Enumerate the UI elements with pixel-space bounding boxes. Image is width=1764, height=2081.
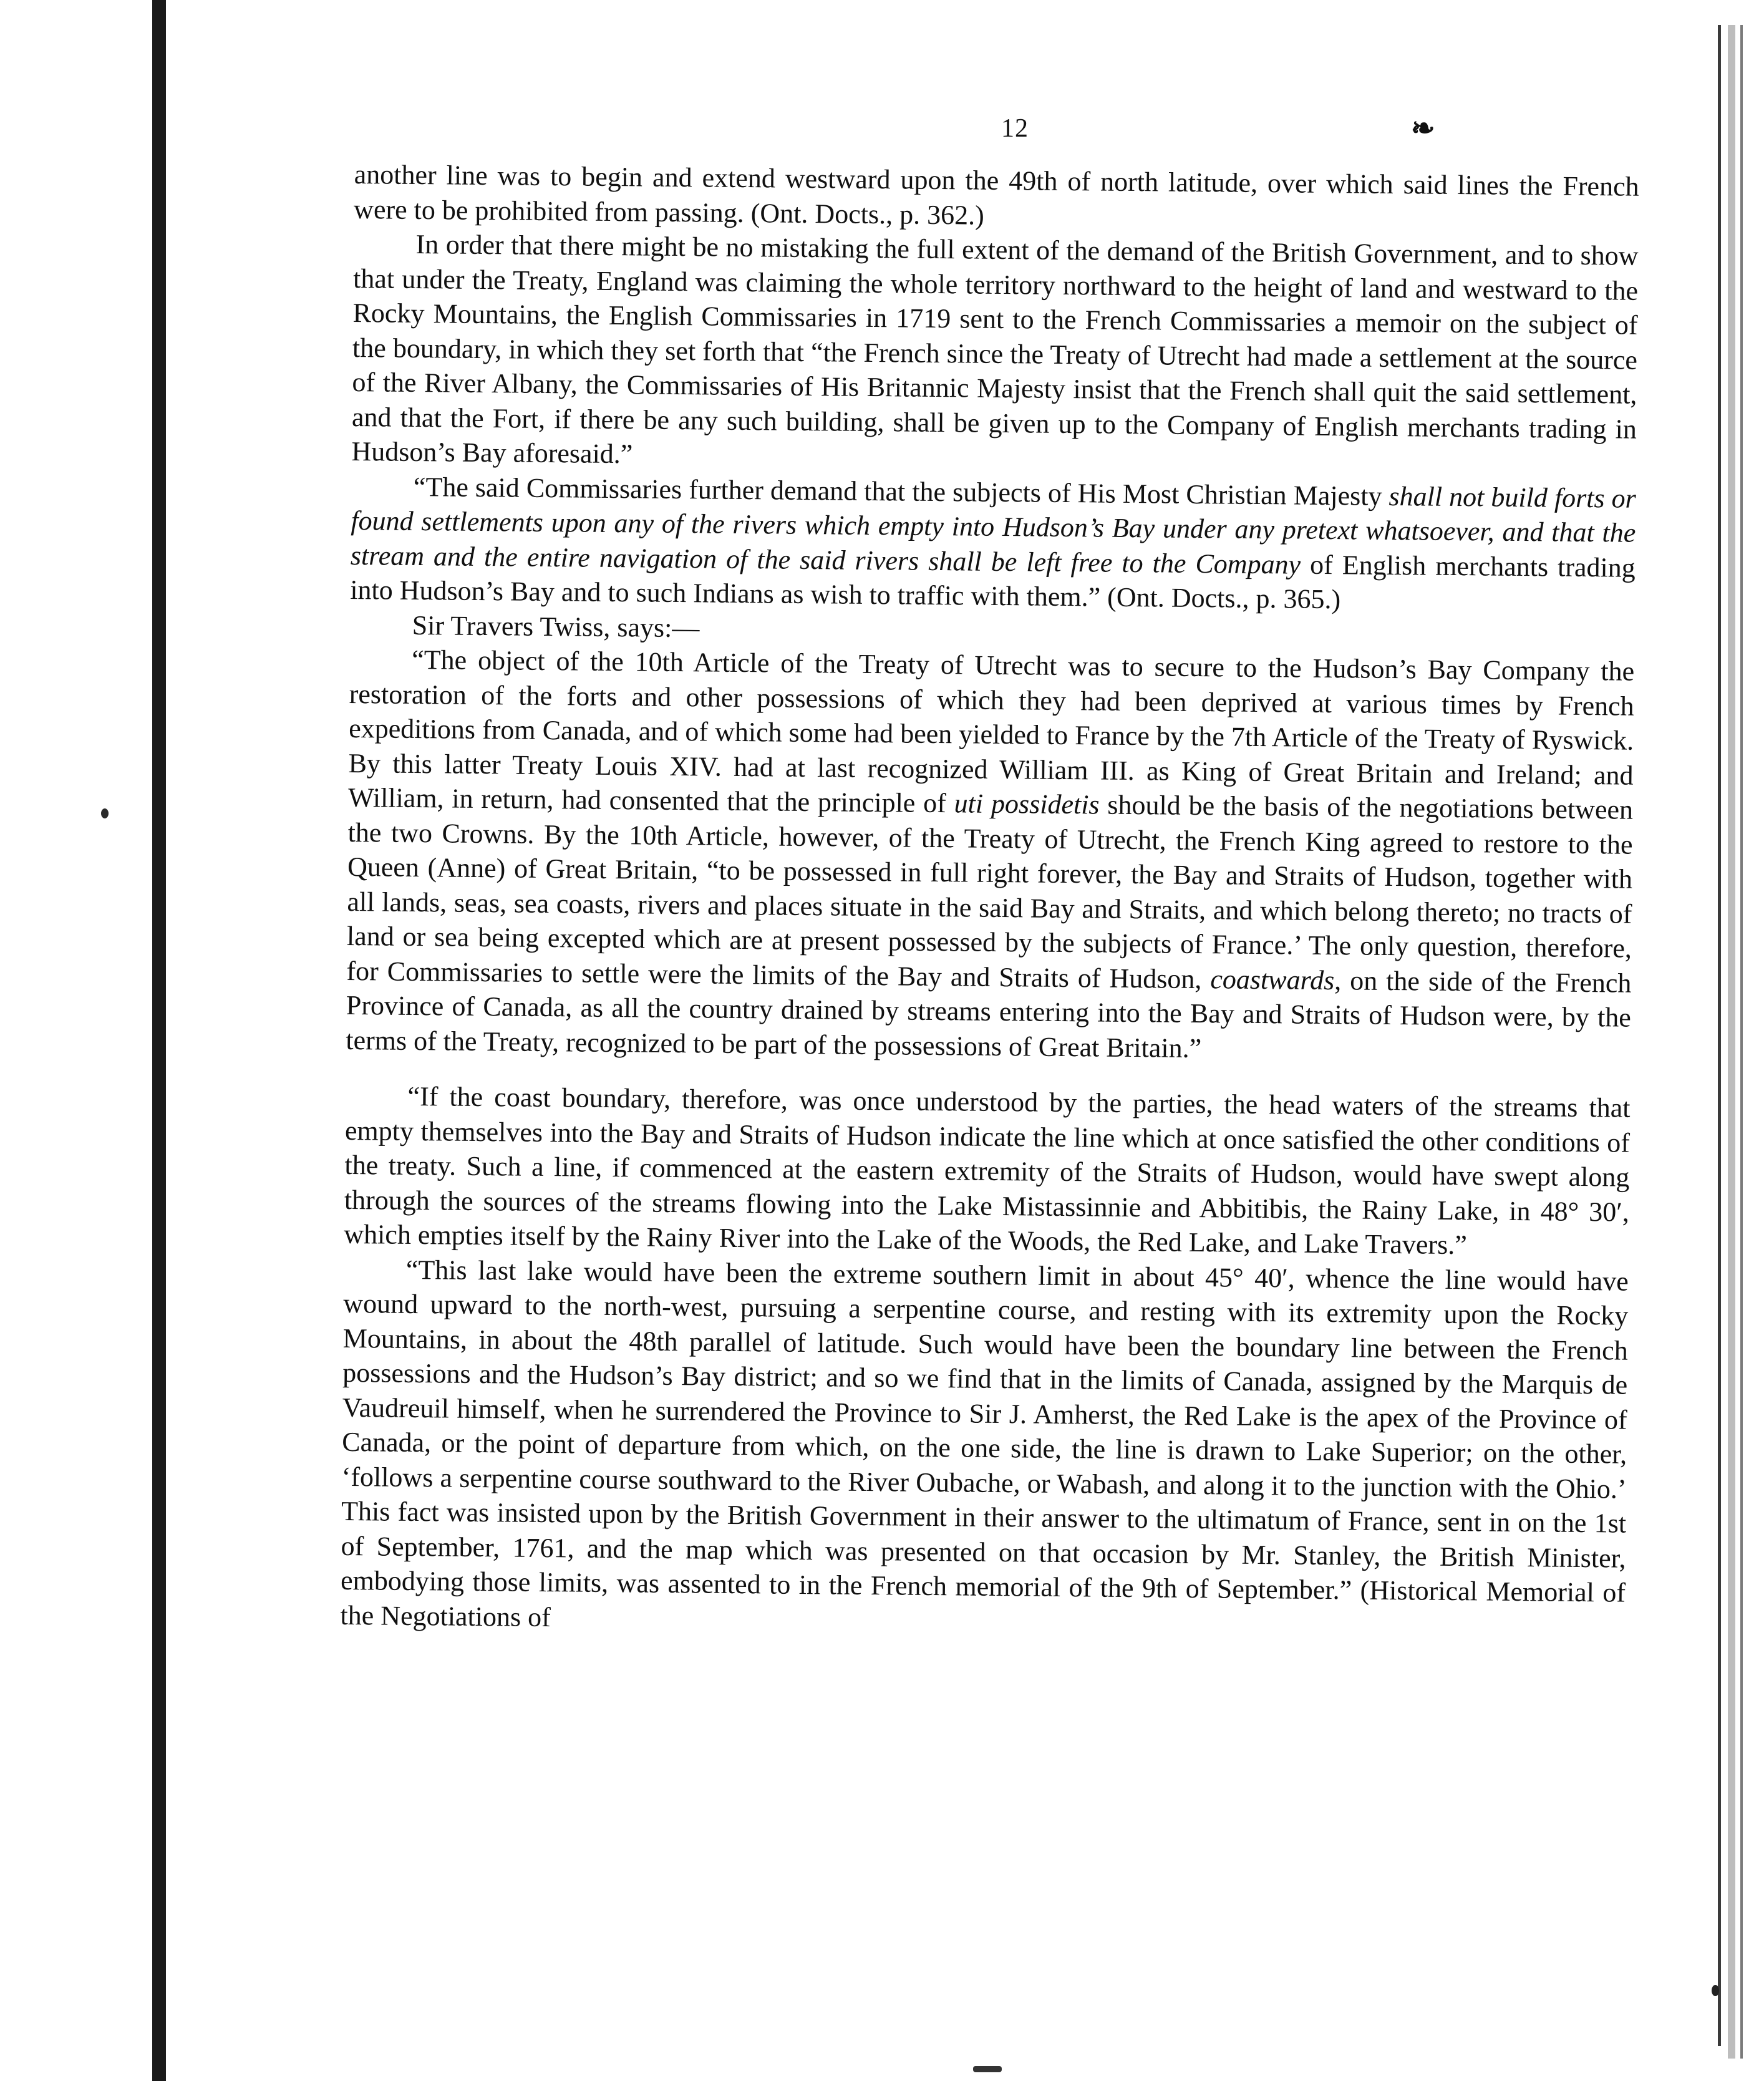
paragraph-twiss-intro: Sir Travers Twiss, says:—	[412, 609, 700, 643]
ink-speck	[1712, 1985, 1719, 1996]
italic-text-run: shall not build forts or found settlements upon any of the rivers which empty into Hudson’s Bay under any pretext whatsoever, and that the stream and the entire navigation of the said rivers shall be left free to the Company	[350, 480, 1637, 580]
italic-text-run: uti possidetis	[954, 788, 1100, 820]
page-number: 12	[1001, 114, 1029, 143]
paragraph-coast-boundary: “If the coast boundary, therefore, was once understood by the parties, the head waters of the streams that empty themselves into the Bay and Straits of Hudson indicate the line which at once satisfied the other conditions of the treaty. Such a line, if commenced at the eastern extremity of the Straits of Hudson, would have swept along through the sources of the streams flowing into the Lake Mistassinnie and Abbitibis, the Rainy Lake, in 48° 30′, which empties itself by the Rainy River into the Lake of the Woods, the Red Lake, and Lake Travers.”	[344, 1080, 1631, 1261]
printer-mark: ❧	[1411, 112, 1435, 144]
text-run: “The object of the 10th Article of the Treaty of Utrecht was to secure to the Hudson’s Bay Company the restoration of the forts and other possessions of which they had been deprived at various times by French expeditions from Canada, and of which some had been yielded to France by the 7th Article of the Treaty of Ryswick. By this latter Treaty Louis XIV. had at last recognized William III. as King of Great Britain and Ireland; and William, in return, had consented that the principle of	[347, 644, 1635, 819]
page-edge-line	[1740, 25, 1743, 2059]
paragraph-twiss-quote	[346, 642, 1634, 1070]
text-run: should be the basis of the negotiations between the two Crowns. By the 10th Article, however, of the Treaty of Utrecht, the French King agreed to restore to the Queen (Anne) of Great Britain, “to be possessed in full right forever, the Bay and Straits of Hudson, together with all lands, seas, sea coasts, rivers and places situate in the said Bay and Straits, and which belong thereto; no tracts of land or sea being excepted which are at present possessed by the subjects of France.’ The only question, therefore, for Commissaries to settle were the limits of the Bay and Straits of Hudson,	[346, 789, 1634, 994]
italic-text-run: coastwards	[1210, 963, 1335, 996]
paragraph-further-demand	[350, 468, 1636, 619]
paragraph-commissaries-memoir: In order that there might be no mistaking the full extent of the demand of the British Government, and to show that under the Treaty, England was claiming the whole territory northward to the height of land and westward to the Rocky Mountains, the English Commissaries in 1719 sent to the French Commissaries a memoir on the subject of the boundary, in which they set forth that “the French since the Treaty of Utrecht had made a settlement at the source of the River Albany, the Commissaries of His Britannic Majesty insist that the French shall quit the said settlement, and that the Fort, if there be any such building, shall be given up to the Company of English merchants trading in Hudson’s Bay aforesaid.”	[351, 228, 1639, 470]
book-gutter	[152, 0, 166, 2081]
page-edge-shadow	[1728, 25, 1735, 2059]
ink-speck	[101, 808, 109, 818]
text-run: , on the side of the French Province of Canada, as all the country drained by streams entering into the Bay and Straits of Hudson were, by the terms of the Treaty, recognized to be part of the possessions of Great Britain.”	[346, 964, 1632, 1064]
paragraph-southern-limit: “This last lake would have been the extreme southern limit in about 45° 40′, whence the line would have wound upward to the north-west, pursuing a serpentine course, and resting with its extremity upon the Rocky Mountains, in about the 48th parallel of latitude. Such would have been the boundary line between the French possessions and the Hudson’s Bay district; and so we find that in the limits of Canada, assigned by the Marquis de Vaudreuil himself, when he surrendered the Province to Sir J. Amherst, the Red Lake is the apex of the Province of Canada, or the point of departure from which, on the one side, the line is drawn to Lake Superior; on the other, ‘follows a serpentine course southward to the River Oubache, or Wabash, and along it to the junction with the Ohio.’ This fact was insisted upon by the British Government in their answer to the ultimatum of France, sent in on the 1st of September, 1761, and the map which was presented on that occasion by Mr. Stanley, the British Minister, embodying those limits, was assented to in the French memorial of the 9th of September.” (Historical Memorial of the Negotiations of	[340, 1254, 1629, 1632]
text-run: “The said Commissaries further demand that the subjects of His Most Christian Majesty	[413, 471, 1389, 512]
page-edge	[1714, 0, 1764, 2081]
paragraph-continuation: another line was to begin and extend westward upon the 49th of north latitude, over which said lines the French were to be prohibited from passing. (Ont. Docts., p. 362.)	[353, 158, 1639, 231]
facing-page-margin	[0, 0, 152, 2081]
text-run: of English merchants trading into Hudson’s Bay and to such Indians as wish to traffic with them.” (Ont. Docts., p. 365.)	[350, 549, 1636, 615]
page-edge-line	[1718, 25, 1721, 2046]
body-text	[340, 157, 1639, 1645]
ink-smudge	[973, 2066, 1002, 2072]
